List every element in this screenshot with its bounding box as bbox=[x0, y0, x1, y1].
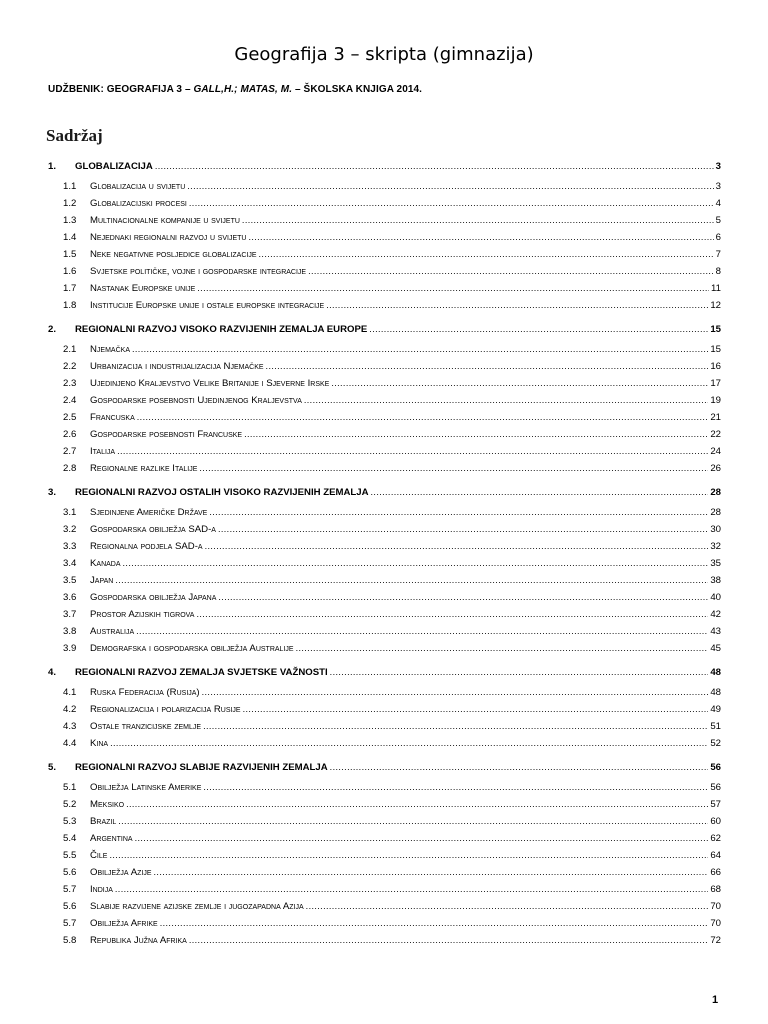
toc-section-entry[interactable] bbox=[48, 866, 721, 878]
toc-entry-number: 1. bbox=[48, 161, 57, 172]
toc-section-entry[interactable] bbox=[48, 343, 721, 355]
toc-section-entry[interactable] bbox=[48, 394, 721, 406]
page-number: 1 bbox=[712, 994, 719, 1006]
toc-dot-leader bbox=[132, 343, 708, 355]
toc-dot-leader bbox=[123, 557, 709, 569]
toc-entry-number: 5.6 bbox=[63, 901, 77, 912]
toc-section-entry[interactable] bbox=[48, 557, 721, 569]
toc-section-entry[interactable] bbox=[48, 720, 721, 732]
toc-entry-page: 6 bbox=[715, 232, 721, 243]
toc-dot-leader bbox=[189, 197, 714, 209]
toc-dot-leader bbox=[109, 849, 708, 861]
toc-entry-number: 2.1 bbox=[63, 344, 77, 355]
toc-dot-leader bbox=[155, 158, 714, 172]
toc-section-entry[interactable] bbox=[48, 832, 721, 844]
toc-entry-page: 43 bbox=[710, 626, 721, 637]
toc-dot-leader bbox=[308, 265, 714, 277]
toc-entry-title: REGIONALNI RAZVOJ SLABIJE RAZVIJENIH ZEMALJA bbox=[75, 762, 328, 773]
toc-entry-page: 64 bbox=[710, 850, 721, 861]
toc-entry-title: Ruska Federacija (Rusija) bbox=[90, 687, 200, 698]
toc-entry-number: 2. bbox=[48, 324, 57, 335]
toc-dot-leader bbox=[266, 360, 709, 372]
textbook-suffix: – ŠKOLSKA KNJIGA 2014. bbox=[292, 84, 423, 95]
toc-entry-page: 5 bbox=[715, 215, 721, 226]
toc-entry-page: 15 bbox=[710, 324, 721, 335]
toc-entry-title: Kina bbox=[90, 738, 109, 749]
toc-dot-leader bbox=[202, 686, 709, 698]
toc-entry-number: 3.9 bbox=[63, 643, 77, 654]
toc-entry-title: Njemačka bbox=[90, 344, 130, 355]
toc-entry-number: 2.7 bbox=[63, 446, 77, 457]
toc-entry-title: Svjetske političke, vojne i gospodarske integracije bbox=[90, 266, 307, 277]
toc-entry-title: Globalizacija u svijetu bbox=[90, 181, 186, 192]
toc-entry-number: 2.4 bbox=[63, 395, 77, 406]
toc-entry-title: Obilježja Afrike bbox=[90, 918, 158, 929]
toc-entry-number: 5.6 bbox=[63, 867, 77, 878]
toc-chapter-entry[interactable] bbox=[48, 664, 721, 678]
toc-entry-title: Obilježja Latinske Amerike bbox=[90, 782, 202, 793]
toc-entry-page: 51 bbox=[710, 721, 721, 732]
toc-section-entry[interactable] bbox=[48, 377, 721, 389]
toc-entry-page: 15 bbox=[710, 344, 721, 355]
toc-entry-title: Ujedinjeno Kraljevstvo Velike Britanije i Sjeverne Irske bbox=[90, 378, 330, 389]
toc-entry-page: 17 bbox=[710, 378, 721, 389]
toc-section-entry[interactable] bbox=[48, 917, 721, 929]
toc-entry-title: Gospodarska obilježja SAD-a bbox=[90, 524, 216, 535]
toc-section-entry[interactable] bbox=[48, 883, 721, 895]
toc-entry-title: Argentina bbox=[90, 833, 133, 844]
toc-entry-page: 48 bbox=[710, 687, 721, 698]
toc-entry-page: 40 bbox=[710, 592, 721, 603]
toc-dot-leader bbox=[115, 883, 708, 895]
toc-chapter-entry[interactable] bbox=[48, 321, 721, 335]
toc-section-entry[interactable] bbox=[48, 523, 721, 535]
toc-section-entry[interactable] bbox=[48, 265, 721, 277]
toc-dot-leader bbox=[331, 377, 708, 389]
toc-dot-leader bbox=[243, 703, 709, 715]
toc-dot-leader bbox=[205, 540, 709, 552]
toc-section-entry[interactable] bbox=[48, 625, 721, 637]
toc-entry-page: 19 bbox=[710, 395, 721, 406]
toc-entry-page: 12 bbox=[710, 300, 721, 311]
toc-heading: Sadržaj bbox=[46, 126, 103, 145]
toc-dot-leader bbox=[187, 180, 713, 192]
toc-dot-leader bbox=[203, 781, 708, 793]
toc-entry-page: 3 bbox=[715, 181, 721, 192]
toc-entry-number: 5.1 bbox=[63, 782, 77, 793]
toc-entry-number: 3.8 bbox=[63, 626, 77, 637]
toc-entry-number: 1.6 bbox=[63, 266, 77, 277]
toc-entry-title: Sjedinjene Američke Države bbox=[90, 507, 208, 518]
toc-dot-leader bbox=[137, 411, 709, 423]
toc-section-entry[interactable] bbox=[48, 934, 721, 946]
toc-entry-page: 48 bbox=[710, 667, 721, 678]
toc-entry-number: 4.3 bbox=[63, 721, 77, 732]
toc-section-entry[interactable] bbox=[48, 282, 721, 294]
toc-entry-title: Italija bbox=[90, 446, 116, 457]
toc-entry-title: Nejednaki regionalni razvoj u svijetu bbox=[90, 232, 247, 243]
toc-entry-title: Australija bbox=[90, 626, 135, 637]
toc-entry-page: 56 bbox=[710, 782, 721, 793]
textbook-authors: GALL,H.; MATAS, M. bbox=[193, 84, 293, 95]
toc-dot-leader bbox=[330, 759, 709, 773]
toc-chapter-entry[interactable] bbox=[48, 484, 721, 498]
toc-section-entry[interactable] bbox=[48, 180, 721, 192]
toc-entry-title: Regionalna podjela SAD-a bbox=[90, 541, 203, 552]
toc-entry-page: 38 bbox=[710, 575, 721, 586]
toc-entry-page: 66 bbox=[710, 867, 721, 878]
toc-section-entry[interactable] bbox=[48, 231, 721, 243]
toc-entry-page: 28 bbox=[710, 507, 721, 518]
toc-dot-leader bbox=[118, 815, 708, 827]
toc-dot-leader bbox=[115, 574, 708, 586]
toc-dot-leader bbox=[306, 900, 709, 912]
toc-entry-page: 60 bbox=[710, 816, 721, 827]
toc-chapter-entry[interactable] bbox=[48, 759, 721, 773]
toc-dot-leader bbox=[259, 248, 714, 260]
toc-section-entry[interactable] bbox=[48, 445, 721, 457]
toc-section-entry[interactable] bbox=[48, 360, 721, 372]
toc-dot-leader bbox=[248, 231, 713, 243]
toc-entry-title: Neke negativne posljedice globalizacije bbox=[90, 249, 257, 260]
toc-dot-leader bbox=[126, 798, 708, 810]
toc-entry-page: 52 bbox=[710, 738, 721, 749]
toc-entry-title: Meksiko bbox=[90, 799, 125, 810]
toc-section-entry[interactable] bbox=[48, 686, 721, 698]
toc-section-entry[interactable] bbox=[48, 900, 721, 912]
toc-entry-number: 1.7 bbox=[63, 283, 77, 294]
toc-section-entry[interactable] bbox=[48, 299, 721, 311]
toc-dot-leader bbox=[136, 625, 708, 637]
toc-entry-title: Prostor Azijskih tigrova bbox=[90, 609, 195, 620]
toc-section-entry[interactable] bbox=[48, 642, 721, 654]
toc-entry-title: Gospodarska obilježja Japana bbox=[90, 592, 217, 603]
toc-entry-page: 70 bbox=[710, 918, 721, 929]
toc-section-entry[interactable] bbox=[48, 248, 721, 260]
toc-entry-page: 16 bbox=[710, 361, 721, 372]
textbook-reference bbox=[48, 84, 422, 95]
toc-dot-leader bbox=[371, 484, 709, 498]
toc-dot-leader bbox=[160, 917, 709, 929]
toc-dot-leader bbox=[326, 299, 708, 311]
toc-entry-title: Ostale tranzicijske zemlje bbox=[90, 721, 202, 732]
toc-dot-leader bbox=[135, 832, 709, 844]
toc-section-entry[interactable] bbox=[48, 574, 721, 586]
toc-entry-number: 5.3 bbox=[63, 816, 77, 827]
toc-entry-page: 24 bbox=[710, 446, 721, 457]
toc-section-entry[interactable] bbox=[48, 411, 721, 423]
toc-dot-leader bbox=[330, 664, 709, 678]
toc-section-entry[interactable] bbox=[48, 428, 721, 440]
toc-dot-leader bbox=[203, 720, 708, 732]
toc-entry-page: 57 bbox=[710, 799, 721, 810]
toc-entry-title: GLOBALIZACIJA bbox=[75, 161, 153, 172]
toc-entry-number: 2.2 bbox=[63, 361, 77, 372]
toc-dot-leader bbox=[369, 321, 708, 335]
toc-entry-number: 5.4 bbox=[63, 833, 77, 844]
toc-entry-number: 4.1 bbox=[63, 687, 77, 698]
toc-entry-page: 28 bbox=[710, 487, 721, 498]
toc-entry-number: 5.2 bbox=[63, 799, 77, 810]
toc-entry-number: 1.1 bbox=[63, 181, 77, 192]
toc-entry-number: 3.3 bbox=[63, 541, 77, 552]
toc-chapter-entry[interactable] bbox=[48, 158, 721, 172]
toc-entry-page: 32 bbox=[710, 541, 721, 552]
toc-entry-title: Slabije razvijene azijske zemlje i jugozapadna Azija bbox=[90, 901, 304, 912]
toc-entry-page: 49 bbox=[710, 704, 721, 715]
toc-entry-title: Čile bbox=[90, 850, 108, 861]
toc-entry-number: 1.4 bbox=[63, 232, 77, 243]
toc-section-entry[interactable] bbox=[48, 214, 721, 226]
toc-dot-leader bbox=[199, 462, 708, 474]
toc-section-entry[interactable] bbox=[48, 849, 721, 861]
toc-entry-number: 1.8 bbox=[63, 300, 77, 311]
toc-entry-page: 72 bbox=[710, 935, 721, 946]
toc-entry-number: 5.7 bbox=[63, 884, 77, 895]
toc-entry-title: Gospodarske posebnosti Ujedinjenog Kraljevstva bbox=[90, 395, 302, 406]
toc-entry-number: 3.4 bbox=[63, 558, 77, 569]
toc-section-entry[interactable] bbox=[48, 506, 721, 518]
toc-entry-number: 5.8 bbox=[63, 935, 77, 946]
toc-entry-page: 11 bbox=[711, 283, 721, 294]
toc-entry-page: 22 bbox=[710, 429, 721, 440]
toc-entry-number: 1.3 bbox=[63, 215, 77, 226]
toc-entry-page: 30 bbox=[710, 524, 721, 535]
toc-section-entry[interactable] bbox=[48, 608, 721, 620]
toc-entry-page: 26 bbox=[710, 463, 721, 474]
toc-entry-title: Kanada bbox=[90, 558, 121, 569]
toc-entry-number: 2.8 bbox=[63, 463, 77, 474]
toc-section-entry[interactable] bbox=[48, 781, 721, 793]
toc-entry-page: 21 bbox=[710, 412, 721, 423]
toc-entry-number: 1.5 bbox=[63, 249, 77, 260]
toc-entry-title: Globalizacijski procesi bbox=[90, 198, 187, 209]
toc-entry-number: 3.5 bbox=[63, 575, 77, 586]
textbook-prefix: UDŽBENIK: GEOGRAFIJA 3 – bbox=[48, 84, 194, 95]
toc-entry-page: 56 bbox=[710, 762, 721, 773]
toc-dot-leader bbox=[197, 282, 709, 294]
toc-entry-number: 3.7 bbox=[63, 609, 77, 620]
toc-entry-page: 35 bbox=[710, 558, 721, 569]
toc-entry-number: 3.1 bbox=[63, 507, 77, 518]
toc-entry-title: Multinacionalne kompanije u svijetu bbox=[90, 215, 240, 226]
toc-dot-leader bbox=[296, 642, 709, 654]
toc-section-entry[interactable] bbox=[48, 798, 721, 810]
toc-entry-number: 4.4 bbox=[63, 738, 77, 749]
toc-section-entry[interactable] bbox=[48, 591, 721, 603]
toc-entry-title: Republika Južna Afrika bbox=[90, 935, 187, 946]
toc-entry-title: REGIONALNI RAZVOJ VISOKO RAZVIJENIH ZEMALJA EUROPE bbox=[75, 324, 368, 335]
toc-entry-number: 3. bbox=[48, 487, 57, 498]
toc-entry-number: 3.2 bbox=[63, 524, 77, 535]
toc-entry-page: 68 bbox=[710, 884, 721, 895]
toc-entry-number: 4.2 bbox=[63, 704, 77, 715]
toc-entry-title: Indija bbox=[90, 884, 113, 895]
toc-dot-leader bbox=[218, 591, 708, 603]
toc-entry-number: 4. bbox=[48, 667, 57, 678]
toc-entry-title: Institucije Europske unije i ostale europske integracije bbox=[90, 300, 325, 311]
toc-entry-number: 5. bbox=[48, 762, 57, 773]
document-title: Geografija 3 – skripta (gimnazija) bbox=[234, 44, 534, 65]
toc-entry-number: 3.6 bbox=[63, 592, 77, 603]
toc-section-entry[interactable] bbox=[48, 197, 721, 209]
toc-section-entry[interactable] bbox=[48, 737, 721, 749]
toc-entry-page: 42 bbox=[710, 609, 721, 620]
toc-dot-leader bbox=[196, 608, 708, 620]
toc-entry-page: 8 bbox=[715, 266, 721, 277]
toc-section-entry[interactable] bbox=[48, 540, 721, 552]
toc-dot-leader bbox=[304, 394, 708, 406]
toc-entry-title: Demografska i gospodarska obilježja Australije bbox=[90, 643, 294, 654]
toc-entry-title: Regionalizacija i polarizacija Rusije bbox=[90, 704, 241, 715]
toc-entry-page: 3 bbox=[715, 161, 721, 172]
toc-entry-title: REGIONALNI RAZVOJ ZEMALJA SVJETSKE VAŽNOSTI bbox=[75, 667, 328, 678]
toc-entry-page: 70 bbox=[710, 901, 721, 912]
toc-entry-title: Brazil bbox=[90, 816, 117, 827]
toc-entry-title: Obilježja Azije bbox=[90, 867, 152, 878]
toc-entry-page: 62 bbox=[710, 833, 721, 844]
toc-entry-page: 45 bbox=[710, 643, 721, 654]
toc-entry-title: Urbanizacija i industrijalizacija Njemačke bbox=[90, 361, 264, 372]
toc-section-entry[interactable] bbox=[48, 703, 721, 715]
toc-entry-title: Gospodarske posebnosti Francuske bbox=[90, 429, 243, 440]
toc-entry-number: 5.5 bbox=[63, 850, 77, 861]
toc-dot-leader bbox=[117, 445, 708, 457]
toc-dot-leader bbox=[209, 506, 708, 518]
toc-dot-leader bbox=[218, 523, 708, 535]
toc-entry-page: 4 bbox=[715, 198, 721, 209]
toc-dot-leader bbox=[154, 866, 709, 878]
toc-entry-title: Nastanak Europske unije bbox=[90, 283, 196, 294]
toc-entry-number: 5.7 bbox=[63, 918, 77, 929]
toc-entry-page: 7 bbox=[715, 249, 721, 260]
toc-section-entry[interactable] bbox=[48, 815, 721, 827]
toc-entry-number: 1.2 bbox=[63, 198, 77, 209]
toc-entry-title: Japan bbox=[90, 575, 114, 586]
toc-entry-title: Francuska bbox=[90, 412, 135, 423]
toc-dot-leader bbox=[244, 428, 708, 440]
toc-dot-leader bbox=[110, 737, 708, 749]
toc-entry-title: REGIONALNI RAZVOJ OSTALIH VISOKO RAZVIJENIH ZEMALJA bbox=[75, 487, 369, 498]
toc-entry-number: 2.6 bbox=[63, 429, 77, 440]
toc-entry-title: Regionalne razlike Italije bbox=[90, 463, 198, 474]
toc-section-entry[interactable] bbox=[48, 462, 721, 474]
toc-entry-number: 2.5 bbox=[63, 412, 77, 423]
toc-entry-number: 2.3 bbox=[63, 378, 77, 389]
toc-dot-leader bbox=[242, 214, 714, 226]
toc-dot-leader bbox=[189, 934, 708, 946]
